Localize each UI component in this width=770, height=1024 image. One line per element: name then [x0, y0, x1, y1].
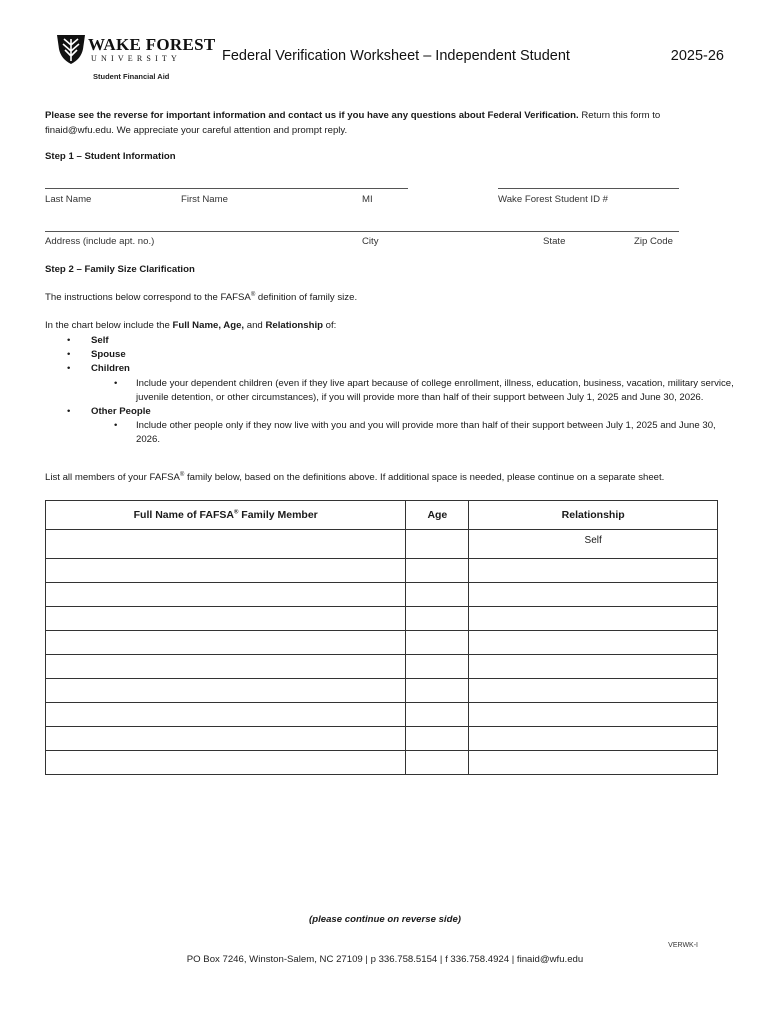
age-cell[interactable] [406, 530, 469, 559]
relationship-cell[interactable] [469, 631, 718, 655]
name-cell[interactable] [46, 679, 406, 703]
family-size-instructions: The instructions below correspond to the FAFSA® definition of family size. [45, 292, 358, 304]
wfu-tree-shield-icon [55, 33, 87, 65]
age-cell[interactable] [406, 631, 469, 655]
table-row [46, 727, 718, 751]
name-cell[interactable] [46, 655, 406, 679]
column-header-name: Full Name of FAFSA® Family Member [46, 501, 406, 530]
other-people-detail: • Include other people only if they now live with you and you will provide more than half of their support between July 1, 2025 and June 30, 2026. [91, 419, 735, 447]
name-cell[interactable] [46, 583, 406, 607]
continue-note: (please continue on reverse side) [309, 914, 461, 925]
relationship-cell[interactable] [469, 727, 718, 751]
logo-university: UNIVERSITY [91, 54, 181, 63]
list-item-self: • Self [45, 334, 735, 348]
table-row [46, 607, 718, 631]
address-line[interactable] [45, 231, 679, 232]
first-name-label: First Name [181, 194, 228, 205]
step1-heading: Step 1 – Student Information [45, 151, 176, 162]
student-id-label: Wake Forest Student ID # [498, 194, 609, 205]
age-cell[interactable] [406, 703, 469, 727]
table-row [46, 559, 718, 583]
intro-paragraph [45, 108, 730, 138]
list-members-instruction: List all members of your FAFSA® family below, based on the definitions above. If additional space is needed, please continue on a separate sheet. [45, 472, 665, 484]
logo-name: WAKE FOREST [88, 35, 216, 54]
relationship-cell[interactable] [469, 607, 718, 631]
name-cell[interactable] [46, 607, 406, 631]
name-cell[interactable] [46, 631, 406, 655]
wfu-logo [55, 33, 216, 83]
name-line[interactable] [45, 188, 408, 189]
family-members-table [45, 500, 718, 775]
relationship-cell[interactable] [469, 751, 718, 775]
table-row [46, 530, 718, 559]
age-cell[interactable] [406, 655, 469, 679]
contact-footer: PO Box 7246, Winston-Salem, NC 27109 | p 336.758.5154 | f 336.758.4924 | finaid@wfu.edu [186, 954, 584, 965]
table-row [46, 655, 718, 679]
column-header-relationship: Relationship [469, 501, 718, 530]
family-members-list [45, 334, 735, 448]
column-header-age: Age [406, 501, 469, 530]
table-row [46, 679, 718, 703]
list-item-children: • Children • Include your dependent children (even if they live apart because of college enrollment, illness, education, business, vacation, military service, juvenile detention, or other circumstances), if you will provide more than half of their support between July 1, 2025 and June 30, 2026. [45, 362, 735, 405]
list-item-other-people: • Other People • Include other people only if they now live with you and you will provide more than half of their support between July 1, 2025 and June 30, 2026. [45, 405, 735, 448]
state-label: State [543, 236, 566, 247]
student-id-line[interactable] [498, 188, 679, 189]
relationship-cell[interactable] [469, 679, 718, 703]
name-cell[interactable] [46, 559, 406, 583]
table-row [46, 703, 718, 727]
intro-bold: Please see the reverse for important information and contact us if you have any questions about Federal Verification. [45, 110, 579, 121]
name-cell[interactable] [46, 703, 406, 727]
age-cell[interactable] [406, 751, 469, 775]
age-cell[interactable] [406, 559, 469, 583]
relationship-cell[interactable] [469, 583, 718, 607]
relationship-cell[interactable] [469, 655, 718, 679]
step2-heading: Step 2 – Family Size Clarification [45, 264, 195, 275]
last-name-label: Last Name [45, 194, 92, 205]
name-cell[interactable] [46, 530, 406, 559]
award-year: 2025-26 [670, 48, 724, 64]
age-cell[interactable] [406, 583, 469, 607]
age-cell[interactable] [406, 607, 469, 631]
relationship-cell[interactable] [469, 559, 718, 583]
zip-label: Zip Code [634, 236, 673, 247]
form-code: VERWK-I [668, 942, 698, 949]
logo-department: Student Financial Aid [93, 72, 170, 81]
relationship-cell: Self [469, 530, 718, 559]
relationship-cell[interactable] [469, 703, 718, 727]
city-label: City [362, 236, 379, 247]
age-cell[interactable] [406, 679, 469, 703]
intro-text: Return this form to finaid@wfu.edu. We appreciate your careful attention and prompt reply. [45, 110, 661, 136]
children-detail: • Include your dependent children (even if they live apart because of college enrollment, illness, education, business, vacation, military service, juvenile detention, or other circumstances), if you will provide more than half of their support between July 1, 2025 and June 30, 2026. [91, 377, 735, 405]
age-cell[interactable] [406, 727, 469, 751]
table-row [46, 631, 718, 655]
chart-intro: In the chart below include the Full Name, Age, and Relationship of: [45, 320, 337, 331]
mi-label: MI [362, 194, 373, 205]
table-row [46, 751, 718, 775]
name-cell[interactable] [46, 727, 406, 751]
name-cell[interactable] [46, 751, 406, 775]
table-row [46, 583, 718, 607]
list-item-spouse: • Spouse [45, 348, 735, 362]
address-label: Address (include apt. no.) [45, 236, 155, 247]
page-title: Federal Verification Worksheet – Independent Student [222, 48, 570, 64]
